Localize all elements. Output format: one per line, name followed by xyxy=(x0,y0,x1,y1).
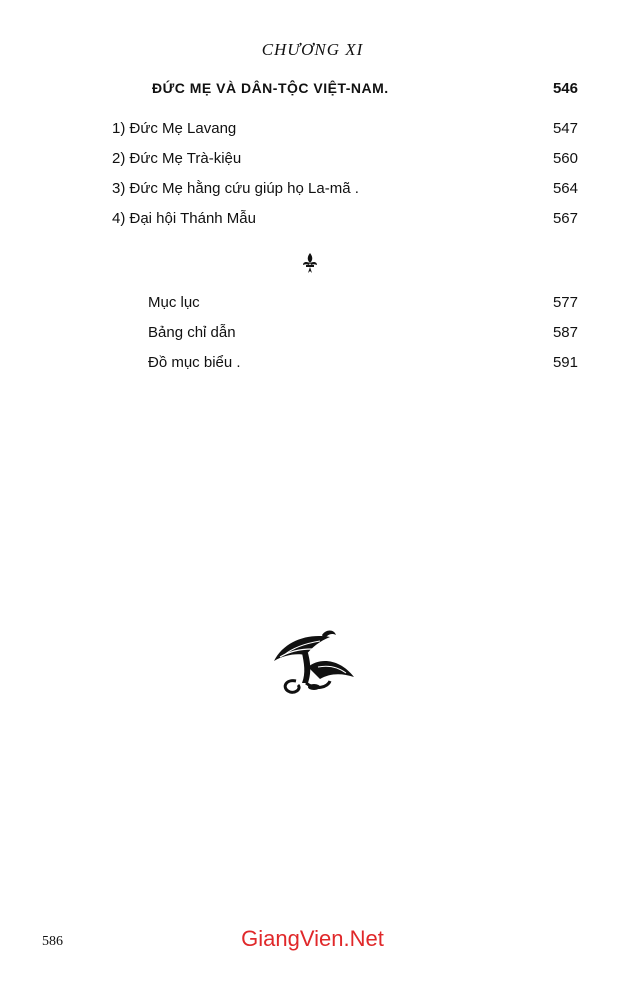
part-title: ĐỨC MẸ VÀ DÂN-TỘC VIỆT-NAM. xyxy=(152,80,389,96)
toc-entry-label: 4) Đại hội Thánh Mẫu xyxy=(112,210,256,227)
part-page-number: 546 xyxy=(552,80,578,97)
index-entry-page: 587 xyxy=(552,324,578,341)
toc-entry-page: 567 xyxy=(552,210,578,227)
toc-entry-page: 547 xyxy=(552,120,578,137)
index-entry-page: 591 xyxy=(552,354,578,371)
index-entry xyxy=(148,354,578,376)
toc-entry xyxy=(112,180,578,202)
index-entry xyxy=(148,294,578,316)
index-entry-label: Bảng chỉ dẫn xyxy=(148,324,236,341)
mushroom-ornament-icon xyxy=(268,625,362,697)
fleur-de-lis-icon xyxy=(300,252,320,274)
toc-entry-page: 560 xyxy=(552,150,578,167)
toc-entry-label: 1) Đức Mẹ Lavang xyxy=(112,120,237,137)
toc-entry-page: 564 xyxy=(552,180,578,197)
index-entry-page: 577 xyxy=(552,294,578,311)
part-row xyxy=(152,80,578,104)
toc-entry xyxy=(112,120,578,142)
watermark-text: GiangVien.Net xyxy=(241,926,384,951)
toc-entry xyxy=(112,150,578,172)
toc-entry xyxy=(112,210,578,232)
index-entry xyxy=(148,324,578,346)
toc-entry-label: 3) Đức Mẹ hằng cứu giúp họ La-mã . xyxy=(112,180,359,197)
toc-entry-label: 2) Đức Mẹ Trà-kiệu xyxy=(112,150,242,167)
index-entry-label: Mục lục xyxy=(148,294,200,311)
index-entry-label: Đồ mục biểu . xyxy=(148,354,241,371)
chapter-heading: CHƯƠNG XI xyxy=(261,40,364,59)
page-number: 586 xyxy=(42,934,63,949)
